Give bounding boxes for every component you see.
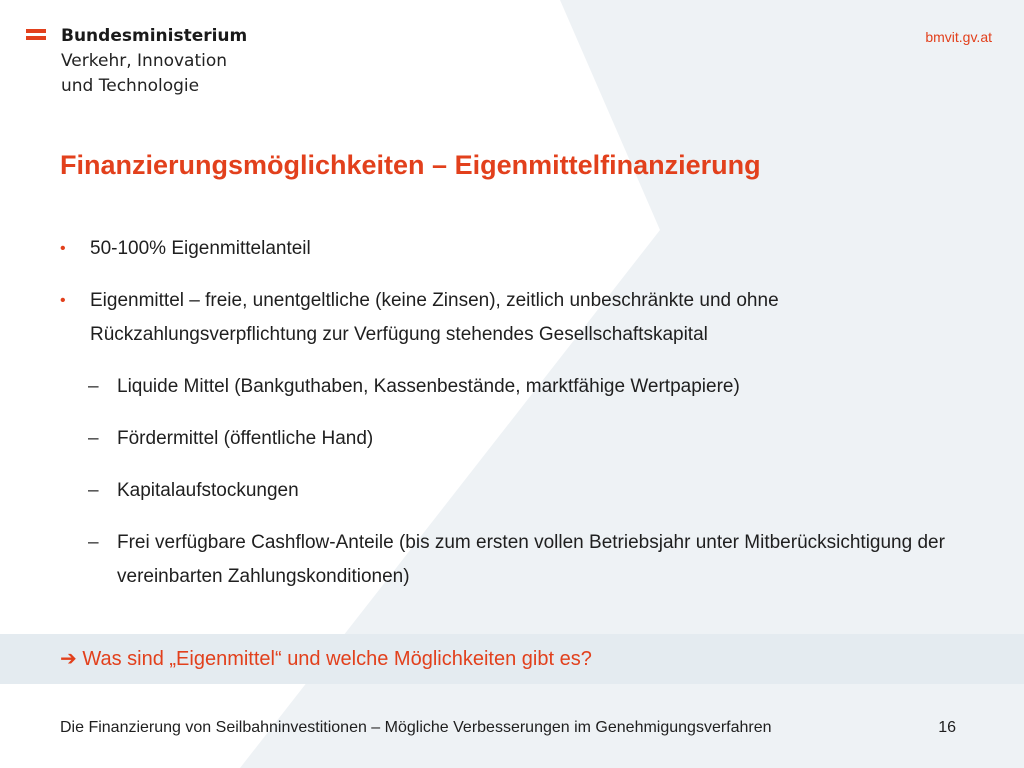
logo-line-1: Bundesministerium <box>61 26 248 46</box>
sub-text: Fördermittel (öffentliche Hand) <box>117 428 374 449</box>
logo-line-3: und Technologie <box>61 76 200 96</box>
sub-item <box>60 474 980 508</box>
bullet-marker: • <box>60 292 66 309</box>
footer-text: Die Finanzierung von Seilbahninvestitionen – Mögliche Verbesserungen im Genehmigungsverfahren <box>60 719 772 736</box>
website-link[interactable]: bmvit.gv.at <box>925 29 992 45</box>
sub-item <box>60 526 980 594</box>
bullet-item <box>60 284 980 352</box>
slide-content <box>60 232 980 612</box>
sub-marker: – <box>88 428 99 449</box>
sub-marker: – <box>88 480 99 501</box>
sub-marker: – <box>88 532 99 553</box>
bullet-marker: • <box>60 240 66 257</box>
bullet-text: 50-100% Eigenmittelanteil <box>90 238 311 259</box>
bullet-text: Eigenmittel – freie, unentgeltliche (keine Zinsen), zeitlich unbeschränkte und ohne Rückzahlungsverpflichtung zur Verfügung stehendes Gesellschaftskapital <box>90 290 779 345</box>
sub-item <box>60 370 980 404</box>
sub-marker: – <box>88 376 99 397</box>
logo-line-2: Verkehr, Innovation <box>61 51 228 71</box>
sub-item <box>60 422 980 456</box>
sub-text: Kapitalaufstockungen <box>117 480 299 501</box>
sub-text: Frei verfügbare Cashflow-Anteile (bis zum ersten vollen Betriebsjahr unter Mitberücksichtigung der vereinbarten Zahlungskonditionen) <box>117 532 945 587</box>
sub-text: Liquide Mittel (Bankguthaben, Kassenbestände, marktfähige Wertpapiere) <box>117 376 740 397</box>
highlight-question: ➔ Was sind „Eigenmittel“ und welche Möglichkeiten gibt es? <box>60 648 592 670</box>
logo-text <box>61 24 321 99</box>
slide-title: Finanzierungsmöglichkeiten – Eigenmittelfinanzierung <box>60 150 761 180</box>
austria-flag-icon <box>26 29 46 40</box>
bullet-item <box>60 232 980 266</box>
page-number: 16 <box>938 719 956 736</box>
